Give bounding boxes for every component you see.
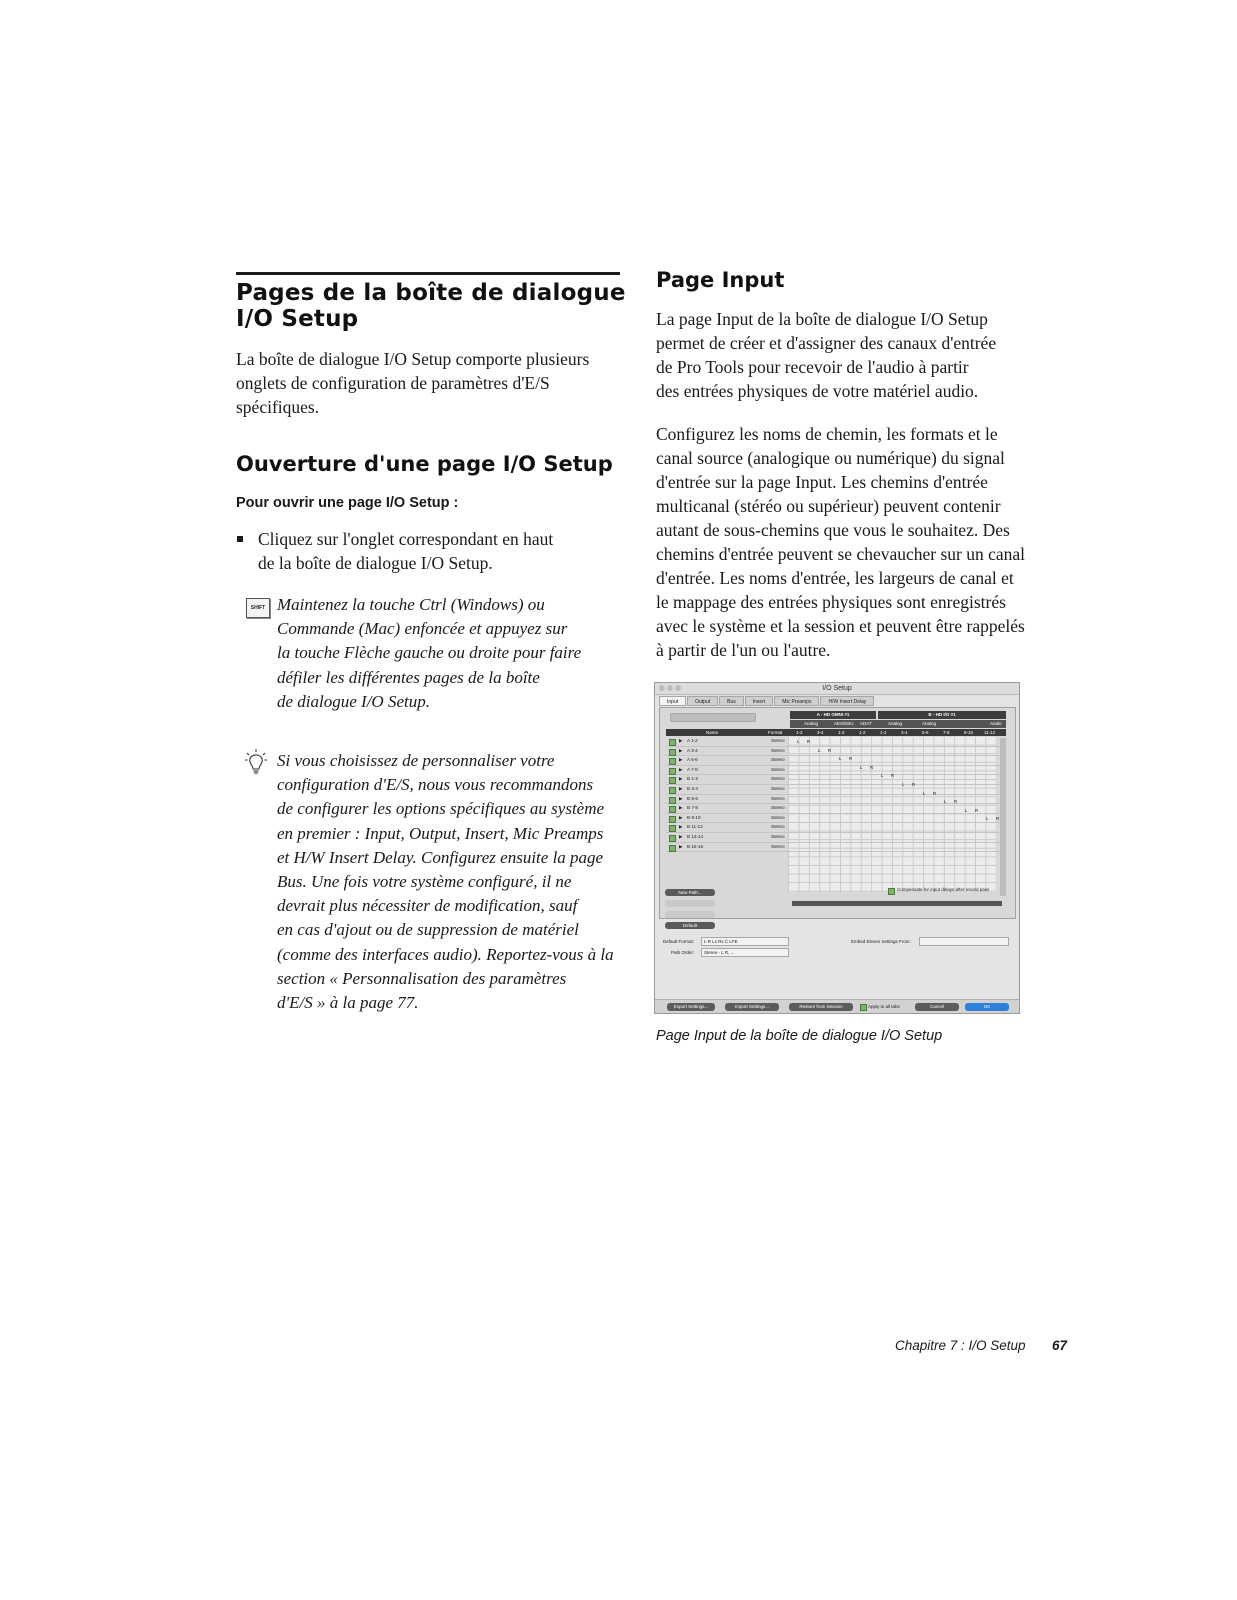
column-header-row [666,729,1006,736]
zoom-icon[interactable] [675,685,681,691]
format-column-header: Format [768,730,783,735]
intro-line: onglets de configuration de paramètres d'E/S [236,373,550,393]
disclosure-triangle-icon[interactable]: ▶ [679,805,683,811]
tip-line: Bus. Une fois votre système configuré, il ne [277,872,572,892]
path-name[interactable]: A 7-8 [687,766,698,772]
path-format[interactable]: Stereo [771,747,785,753]
sub-label: Analog [922,721,937,726]
minimize-icon[interactable] [667,685,673,691]
path-name[interactable]: A 5-6 [687,757,698,763]
channel-col: 1-2 [838,730,845,735]
add-path-button[interactable] [670,713,756,722]
path-name[interactable]: B 7-8 [687,805,698,811]
para-line: d'entrée. Les noms d'entrée, les largeurs de canal et [656,568,1014,588]
assign-right: R [891,773,895,778]
assign-left: L [902,782,905,787]
path-name[interactable]: B 9-10 [687,814,701,820]
checkbox-icon[interactable] [669,749,676,756]
note-line: défiler les différentes pages de la boîte [277,667,540,687]
tip-line: en premier : Input, Output, Insert, Mic Preamps [277,823,604,843]
path-format[interactable]: Stereo [771,795,785,801]
compensate-label: Compensate for input delays after record pass [897,887,990,892]
sub-label: ADAT [860,721,872,726]
lightbulb-icon [244,748,268,776]
para-line: avec le système et la session et peuvent être rappelés [656,616,1025,636]
group-b-header: B - HD I/O #1 [878,711,1006,719]
path-row[interactable] [666,737,1006,747]
para-line: La page Input de la boîte de dialogue I/O Setup [656,309,988,329]
default-button[interactable]: Default [665,922,715,929]
assign-right: R [849,756,853,761]
checkbox-icon[interactable] [669,845,676,852]
disclosure-triangle-icon[interactable]: ▶ [679,795,683,801]
assign-left: L [860,765,863,770]
path-order-label: Path Order: [671,950,695,955]
tip-line: en cas d'ajout ou de suppression de matériel [277,920,579,940]
dialog-titlebar [655,683,1019,695]
assign-left: L [965,808,968,813]
channel-col: 1-2 [880,730,887,735]
path-format[interactable]: Stereo [771,843,785,849]
close-icon[interactable] [659,685,665,691]
default-format-label: Default Format: [663,939,695,944]
checkbox-icon[interactable] [669,768,676,775]
embed-settings-select[interactable] [919,937,1009,946]
assign-right: R [870,765,874,770]
channel-col: 1-2 [859,730,866,735]
path-format[interactable]: Stereo [771,805,785,811]
path-row[interactable] [666,823,1006,833]
path-format[interactable]: Stereo [771,757,785,763]
shift-key-icon: SHIFT [246,598,270,618]
disclosure-triangle-icon[interactable]: ▶ [679,757,683,763]
path-row[interactable] [666,804,1006,814]
note-line: de dialogue I/O Setup. [277,691,430,711]
cancel-button[interactable]: Cancel [915,1003,959,1011]
page-title: Pages de la boîte de dialogue I/O Setup [236,280,626,332]
ok-button[interactable]: OK [965,1003,1009,1011]
para-line: de Pro Tools pour recevoir de l'audio à partir [656,357,969,377]
tab-output[interactable]: Output [687,696,718,706]
assign-left: L [986,816,989,821]
input-paragraph-1 [656,307,1046,403]
io-setup-dialog-screenshot [654,682,1020,1014]
path-row[interactable] [666,814,1006,824]
group-a-header: A - HD OMNI #1 [790,711,876,719]
page-number: 67 [1052,1338,1068,1353]
tip-line: d'E/S » à la page 77. [277,993,419,1013]
path-name[interactable]: B 13-14 [687,833,704,839]
tab-input[interactable]: Input [659,696,686,706]
delete-path-button [665,911,715,918]
para-line: d'entrée sur la page Input. Les chemins d'entrée [656,472,988,492]
tip-line: de configurer les options spécifiques au système [277,799,605,819]
assign-left: L [818,748,821,753]
path-row[interactable] [666,775,1006,785]
channel-col: 5-6 [922,730,929,735]
bullet-line: de la boîte de dialogue I/O Setup. [258,553,493,573]
tip-line: configuration d'E/S, nous vous recommandons [277,775,594,795]
path-format[interactable]: Stereo [771,833,785,839]
bullet-line: Cliquez sur l'onglet correspondant en haut [258,529,554,549]
channel-col: 1-2 [796,730,803,735]
apply-all-label: Apply to all tabs [868,1004,900,1009]
tab-hw-insert-delay[interactable]: H/W Insert Delay [820,696,874,706]
vertical-scrollbar[interactable] [1000,738,1006,896]
sub-label: Analog [888,721,903,726]
assign-left: L [839,756,842,761]
tab-mic-preamps[interactable]: Mic Preamps [774,696,819,706]
path-name[interactable]: B 1-2 [687,776,698,782]
path-row[interactable] [666,756,1006,766]
checkbox-icon[interactable] [669,797,676,804]
sub-label: Analo [990,721,1002,726]
disclosure-triangle-icon[interactable]: ▶ [679,814,683,820]
checkbox-icon[interactable] [669,825,676,832]
intro-paragraph [236,347,626,419]
disclosure-triangle-icon[interactable]: ▶ [679,766,683,772]
tab-bar [659,696,875,706]
new-path-button[interactable]: New Path... [665,889,715,896]
section-heading: Ouverture d'une page I/O Setup [236,452,613,476]
checkbox-icon[interactable] [669,816,676,823]
assign-right: R [975,808,979,813]
tab-bus[interactable]: Bus [719,696,744,706]
intro-line: spécifiques. [236,397,320,417]
right-heading: Page Input [656,268,785,292]
checkbox-icon[interactable] [669,758,676,765]
para-line: Configurez les noms de chemin, les formats et le [656,424,998,444]
path-row[interactable] [666,785,1006,795]
channel-col: 7-8 [943,730,950,735]
path-row[interactable] [666,766,1006,776]
para-line: permet de créer et d'assigner des canaux d'entrée [656,333,997,353]
embed-settings-label: Embed Eleven Settings From: [851,939,911,944]
assign-right: R [828,748,832,753]
path-order-select[interactable]: Stereo - L R, ... [701,948,789,957]
note-line: Commande (Mac) enfoncée et appuyez sur [277,619,568,639]
checkbox-icon[interactable] [669,739,676,746]
path-format[interactable]: Stereo [771,776,785,782]
compensate-checkbox[interactable] [888,888,895,895]
input-paragraph-2 [656,422,1056,662]
note-line: Maintenez la touche Ctrl (Windows) ou [277,595,545,614]
path-format[interactable]: Stereo [771,738,785,743]
assign-left: L [944,799,947,804]
para-line: autant de sous-chemins que vous le souhaitez. Des [656,520,1010,540]
figure-caption: Page Input de la boîte de dialogue I/O Setup [656,1028,943,1044]
path-name[interactable]: B 15-16 [687,843,704,849]
tip-line: Si vous choisissez de personnaliser votre [277,751,555,770]
channel-col: 3-4 [901,730,908,735]
tip-note [277,749,627,1015]
para-line: multicanal (stéréo ou supérieur) peuvent contenir [656,496,1001,516]
para-line: chemins d'entrée peuvent se chevaucher sur un canal [656,544,1026,564]
path-row[interactable] [666,843,1006,853]
export-settings-button[interactable]: Export Settings... [667,1003,715,1011]
disclosure-triangle-icon[interactable]: ▶ [679,747,683,753]
disclosure-triangle-icon[interactable]: ▶ [679,833,683,839]
path-format[interactable]: Stereo [771,785,785,791]
para-line: le mappage des entrées physiques sont enregistrés [656,592,1006,612]
section-rule [236,272,620,275]
footer-chapter: Chapitre 7 : I/O Setup [895,1338,1026,1353]
horizontal-scrollbar[interactable] [792,901,1002,906]
restore-from-session-button[interactable]: Restore from Session [789,1003,853,1011]
import-settings-button[interactable]: Import Settings... [725,1003,779,1011]
channel-col: 3-4 [817,730,824,735]
checkbox-icon[interactable] [669,777,676,784]
shortcut-note [277,593,627,714]
assign-right: R [996,816,1000,821]
tip-line: (comme des interfaces audio). Reportez-vous à la [277,944,614,964]
bullet-item [258,527,618,575]
sub-label: Analog [804,721,819,726]
path-name[interactable]: B 3-4 [687,785,698,791]
apply-all-checkbox[interactable] [860,1004,867,1011]
para-line: canal source (analogique ou numérique) du signal [656,448,1005,468]
default-format-select[interactable]: L R Ls Rs C LFE [701,937,789,946]
tab-insert[interactable]: Insert [745,696,774,706]
assign-right: R [807,739,811,744]
assign-left: L [923,791,926,796]
channel-col: 11-12 [984,730,996,735]
assign-left: L [881,773,884,778]
path-format[interactable]: Stereo [771,766,785,772]
assign-right: R [954,799,958,804]
path-list [666,737,1006,852]
assign-right: R [912,782,916,787]
disclosure-triangle-icon[interactable]: ▶ [679,776,683,782]
tip-line: devrait plus nécessiter de modification, sauf [277,896,578,916]
dialog-bottom-bar [655,999,1019,1014]
checkbox-icon[interactable] [669,806,676,813]
path-name[interactable]: A 3-4 [687,747,698,753]
para-line: à partir de l'un ou l'autre. [656,640,831,660]
para-line: des entrées physiques de votre matériel audio. [656,381,979,401]
dialog-title: I/O Setup [822,685,852,692]
tip-line: section « Personnalisation des paramètres [277,968,567,988]
new-subpath-button [665,900,715,907]
assign-left: L [797,739,800,744]
path-name[interactable]: B 5-6 [687,795,698,801]
disclosure-triangle-icon[interactable]: ▶ [679,738,683,743]
disclosure-triangle-icon[interactable]: ▶ [679,824,683,830]
checkbox-icon[interactable] [669,835,676,842]
path-format[interactable]: Stereo [771,824,785,830]
note-line: la touche Flèche gauche ou droite pour faire [277,643,582,663]
path-format[interactable]: Stereo [771,814,785,820]
assign-right: R [933,791,937,796]
channel-col: 9-10 [964,730,974,735]
intro-line: La boîte de dialogue I/O Setup comporte plusieurs [236,349,590,369]
checkbox-icon[interactable] [669,787,676,794]
tip-line: et H/W Insert Delay. Configurez ensuite la page [277,847,604,867]
interface-subheader [790,720,1006,728]
sub-label: AES/EBU [834,721,854,726]
path-name[interactable]: A 1-2 [687,738,698,743]
procedure-label: Pour ouvrir une page I/O Setup : [236,495,459,511]
path-row[interactable] [666,747,1006,757]
path-row[interactable] [666,833,1006,843]
name-column-header: Name [706,730,719,735]
path-name[interactable]: B 11-12 [687,824,703,830]
disclosure-triangle-icon[interactable]: ▶ [679,843,683,849]
bullet-icon [237,536,243,542]
disclosure-triangle-icon[interactable]: ▶ [679,785,683,791]
